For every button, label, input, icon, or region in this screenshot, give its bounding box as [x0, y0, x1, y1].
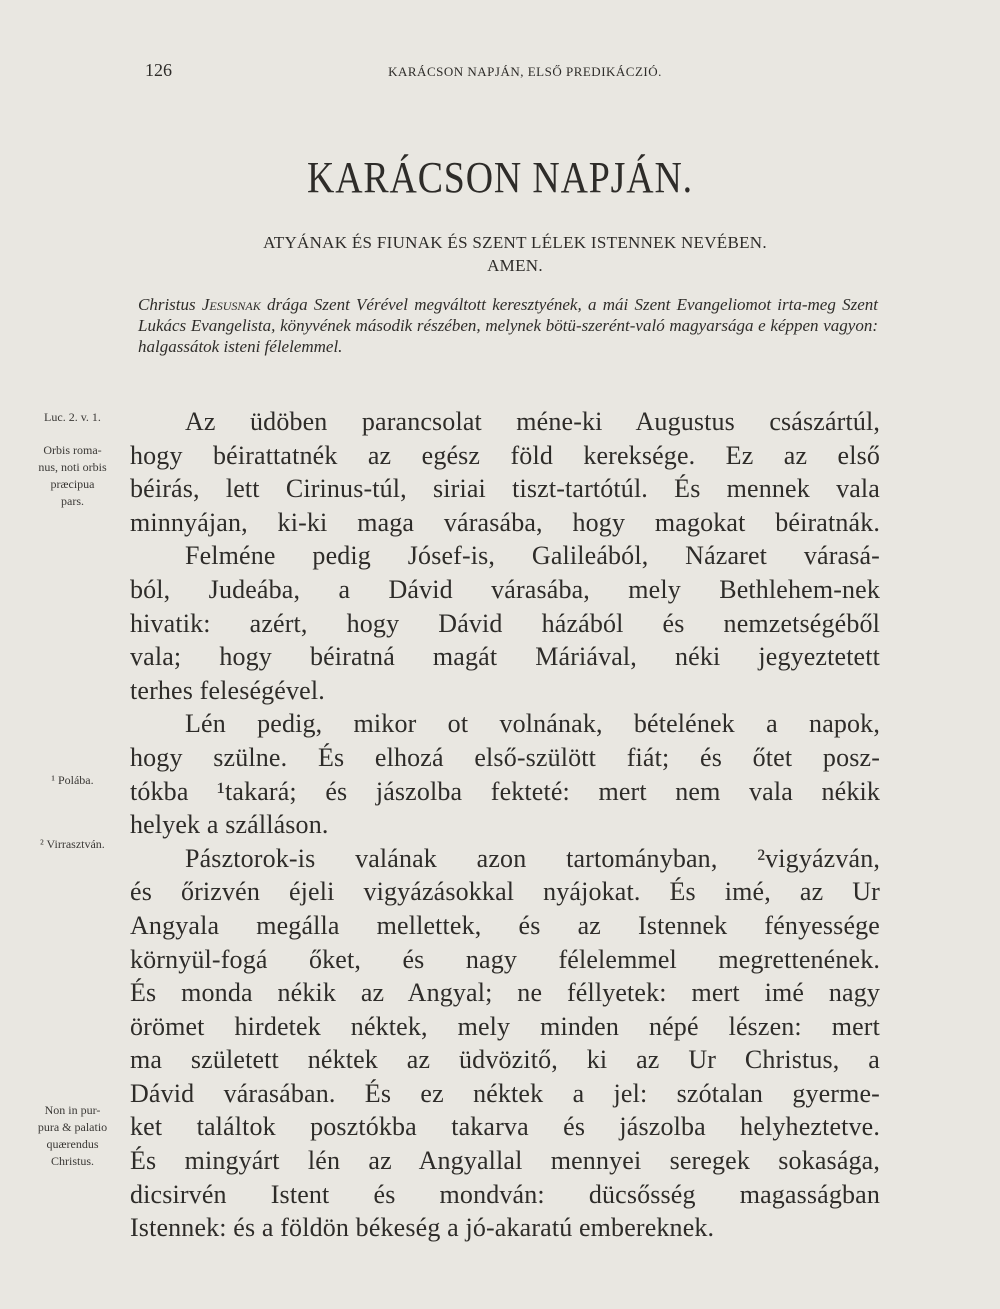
text-line: hogy szülne. És elhozá első-szülött fiát; és őtet posz- [130, 742, 880, 772]
text-line: és őrizvén éjeli vigyázásokkal nyájokat. És imé, az Ur [130, 877, 880, 907]
text-line: Az üdöben parancsolat méne-ki Augustus császártúl, [185, 407, 880, 436]
margin-note-line: Non in pur- [44, 1103, 101, 1117]
intro-text-2: drága Szent Vérével megváltott keresztyének, a mái Szent Evangeliomot irta-meg Szent Lukács Evangelista, könyvének második részében, melynek bötü-szerént-való magyarsága e képpen vagyon: halgassátok isteni félelemmel. [138, 295, 878, 356]
margin-note-line: nus, noti orbis [38, 460, 107, 474]
text-line: És mingyárt lén az Angyallal mennyei seregek sokasága, [130, 1146, 880, 1176]
intro-paragraph [138, 294, 878, 357]
text-line: helyek a szálláson. [130, 810, 329, 840]
invocation-line-1: ATYÁNAK ÉS FIUNAK ÉS SZENT LÉLEK ISTENNEK NEVÉBEN. [263, 233, 767, 252]
text-line: Dávid várasában. És ez néktek a jel: szótalan gyerme- [130, 1078, 880, 1108]
gospel-text [130, 405, 880, 1245]
text-line: hogy béirattatnék az egész föld kereksége. Ez az első [130, 440, 880, 470]
text-line: Angyala megálla mellettek, és az Istennek fényessége [130, 910, 880, 940]
text-line: terhes feleségével. [130, 675, 325, 705]
text-line: minnyájan, ki-ki maga várasába, hogy magokat béiratnák. [130, 507, 880, 537]
margin-note-line: Orbis roma- [43, 443, 102, 457]
text-line: örömet hirdetek néktek, mely minden népé lészen: mert [130, 1011, 880, 1041]
text-line: Felméne pedig Jósef-is, Galileából, Názaret várasá- [185, 541, 880, 571]
text-line: ma született néktek az üdvözitő, ki az Ur Christus, a [130, 1045, 880, 1075]
margin-note-polaba: ¹ Polába. [51, 773, 94, 787]
margin-note-line: præcipua [50, 477, 95, 491]
text-line: És monda nékik az Angyal; ne féllyetek: mert imé nagy [130, 978, 880, 1008]
margin-note-line: pura & palatio [37, 1120, 108, 1134]
margin-note-orbis [20, 442, 125, 510]
text-line: Lén pedig, mikor ot volnának, bételének a napok, [185, 709, 880, 739]
margin-note-non-in [20, 1102, 125, 1170]
text-line: dicsirvén Istent és mondván: dücsősség magasságban [130, 1179, 880, 1209]
text-line: vala; hogy béiratná magát Máriával, néki jegyeztetett [130, 642, 880, 672]
margin-note-line: Christus. [50, 1154, 94, 1168]
text-line: környül-fogá őket, és nagy félelemmel megrettenének. [130, 944, 880, 974]
page-number: 126 [145, 60, 172, 80]
text-line: Istennek: és a földön békeség a jó-akaratú embereknek. [130, 1213, 715, 1243]
running-head: KARÁCSON NAPJÁN, ELSŐ PREDIKÁCZIÓ. [388, 64, 662, 79]
text-line: tókba ¹takará; és jászolba fekteté: mert nem vala nékik [130, 776, 880, 806]
margin-note-virrasztvan: ² Virrasztván. [40, 837, 105, 851]
intro-text-1: Christus [138, 295, 202, 314]
margin-note-line: quærendus [46, 1137, 99, 1151]
text-line: Pásztorok-is valának azon tartományban, ²vigyázván, [185, 843, 880, 873]
text-line: ket találtok posztókba takarva és jászolba helyheztetve. [130, 1112, 880, 1142]
text-line: ból, Judeába, a Dávid várasába, mely Bethlehem-nek [130, 574, 880, 604]
text-line: béirás, lett Cirinus-túl, siriai tiszt-tartótúl. És mennek vala [130, 474, 880, 504]
page-header [145, 60, 905, 84]
chapter-title: KARÁCSON NAPJÁN. [307, 153, 693, 202]
invocation-line-2: AMEN. [487, 256, 543, 275]
margin-note-line: pars. [61, 494, 84, 508]
text-line: hivatik: azért, hogy Dávid házából és nemzetségéből [130, 608, 880, 638]
margin-note-luc: Luc. 2. v. 1. [44, 410, 101, 424]
intro-name: Jesusnak [201, 295, 261, 314]
invocation [140, 231, 890, 277]
